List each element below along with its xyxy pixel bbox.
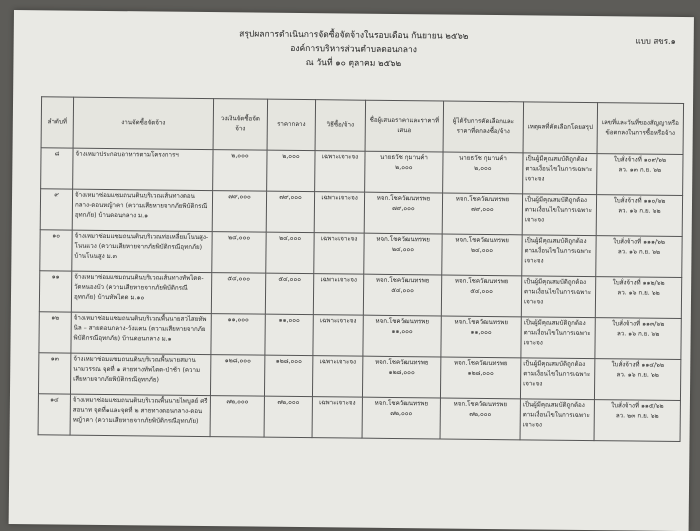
row-median: ๗๒,๐๐๐ [264,396,312,438]
col-header-winner: ผู้ได้รับการคัดเลือกและราคาที่ตกลงซื้อ/จ้าง [443,101,524,153]
row-item: จ้างเหมาซ่อมแซมถนนดินบริเวณเส้นทางทัพไตด-วัดหนองบัว (ความเสียหายจากภัยพิบัติกรณีอุทกภัย) บ้านทัพไตด ม.๑๐ [71,271,211,313]
win-price: ๗๙,๐๐๐ [471,205,494,214]
organization-name: องค์การบริหารส่วนตำบลดอนกลาง [290,43,418,56]
row-budget: ๑๒๘,๐๐๐ [210,355,264,397]
contract-no: ใบสั่งจ้างที่ ๑๑๐/๖๒ [613,197,666,205]
bidder-name: หจก.โชควัฒนทรพย [376,194,431,203]
row-item: จ้างเหมาซ่อมแซมถนนดินบริเวณท่อเหลี่ยมโนนสูง-โนนแวง (ความเสียหายจากภัยพิบัติกรณีอุทกภัย) บ้านโนนสูง ม.๓ [72,230,212,272]
contract-no: ใบสั่งจ้างที่ ๑๐๙/๖๒ [613,156,667,164]
row-no: ๑๒ [39,312,71,353]
row-bidder [364,233,442,275]
row-item: จ้างเหมาประกอบอาหารตามโครงการฯ [73,148,213,190]
col-header-reason: เหตุผลที่คัดเลือกโดยสรุป [523,102,598,154]
row-median: ๑๒๘,๐๐๐ [264,355,312,397]
row-median: ๕๔,๐๐๐ [265,273,313,315]
row-contract [595,318,681,360]
row-budget: ๗๙,๐๐๐ [212,191,266,233]
form-code: แบบ สขร.๑ [635,36,676,46]
row-item: จ้างเหมาซ่อมแซมถนนดินบริเวณพื้นนายไพบูลย์ ศรีสอนาท จุดที่๑และจุดที่ ๒ สายทางดอนกลาง-ดอนหญ้าคา (ความเสียหายจากภัยพิบัติกรณีอุทกภัย) [70,394,210,436]
col-header-method: วิธีซื้อ/จ้าง [315,100,366,152]
row-reason: เป็นผู้มีคุณสมบัติถูกต้องตามเงื่อนไขในการเฉพาะเจาะจง [520,358,594,400]
row-item: จ้างเหมาซ่อมแซมถนนดินบริเวณพื้นนายสวไสยทัพนิล – สายดอนกลาง-วังแคน (ความเสียหายจากภัยพิบัติกรณีอุทกภัย) บ้านดอนกลาง ม.๑ [71,312,211,354]
row-median: ๒,๐๐๐ [267,150,315,192]
row-contract [596,236,682,278]
win-price: ๒,๐๐๐ [474,164,492,173]
bid-price: ๑๑,๐๐๐ [391,327,413,336]
row-bidder [365,151,443,193]
row-no: ๑๑ [39,271,71,312]
contract-date: ลว. ๑๖ ก.ย. ๖๒ [617,248,661,256]
col-header-item: งานจัดซื้อจัดจ้าง [73,97,214,149]
table-row [39,312,681,360]
table-row [40,189,682,237]
winner-name: หจก.โชควัฒนทรพย [455,236,509,245]
row-no: ๑๔ [38,394,70,435]
bid-price: ๗๙,๐๐๐ [392,204,415,213]
row-winner [440,398,520,440]
row-winner [442,234,522,276]
row-budget: ๒๔,๐๐๐ [212,232,266,274]
winner-name: หจก.โชควัฒนทรพย [454,359,508,368]
col-header-budget: วงเงินจัดซื้อจัดจ้าง [213,99,268,151]
contract-no: ใบสั่งจ้างที่ ๑๑๒/๖๒ [612,279,665,287]
row-method: เฉพาะเจาะจง [312,356,362,398]
bid-price: ๑๒๘,๐๐๐ [388,368,415,377]
row-method: เฉพาะเจาะจง [315,151,365,193]
row-winner [442,193,522,235]
winner-name: หจก.โชควัฒนทรพย [453,400,508,409]
row-winner [443,152,523,194]
row-no: ๑๓ [38,353,70,394]
bidder-name: หจก.โชควัฒนทรพย [374,399,429,408]
table-header-row [41,97,683,155]
win-price: ๑๑,๐๐๐ [470,328,492,337]
row-no: ๘ [41,148,73,189]
row-reason: เป็นผู้มีคุณสมบัติถูกต้องตามเงื่อนไขในการเฉพาะเจาะจง [521,276,595,318]
row-bidder [362,397,440,439]
row-median: ๒๔,๐๐๐ [266,232,314,274]
col-header-median: ราคากลาง [267,99,316,150]
row-budget: ๗๒,๐๐๐ [210,396,264,438]
row-winner [441,316,521,358]
row-reason: เป็นผู้มีคุณสมบัติถูกต้องตามเงื่อนไขในการเฉพาะเจาะจง [522,194,596,236]
bidder-name: หจก.โชควัฒนทรพย [375,276,430,285]
contract-no: ใบสั่งจ้างที่ ๑๑๕/๖๒ [611,402,664,410]
row-method: เฉพาะเจาะจง [313,274,363,316]
report-date: ณ วันที่ ๑๐ ตุลาคม ๒๕๖๒ [305,58,402,70]
row-budget: ๑๑,๐๐๐ [211,314,265,356]
contract-date: ลว. ๑๖ ก.ย. ๖๒ [618,207,661,215]
win-price: ๒๔,๐๐๐ [470,246,494,255]
bidder-name: นายธวัช กุมานค์า [379,153,428,162]
win-price: ๕๔,๐๐๐ [470,287,493,296]
win-price: ๗๒,๐๐๐ [469,410,492,419]
contract-no: ใบสั่งจ้างที่ ๑๑๓/๖๒ [612,320,665,328]
row-reason: เป็นผู้มีคุณสมบัติถูกต้องตามเงื่อนไขในการเฉพาะเจาะจง [520,399,594,441]
col-header-bidder: ชื่อผู้เสนอราคาและราคาที่เสนอ [365,100,444,152]
procurement-table [38,96,685,442]
row-no: ๙ [40,189,72,230]
row-method: เฉพาะเจาะจง [314,192,364,234]
row-reason: เป็นผู้มีคุณสมบัติถูกต้องตามเงื่อนไขในการเฉพาะเจาะจง [521,317,595,359]
bid-price: ๒,๐๐๐ [395,164,413,172]
row-median: ๗๙,๐๐๐ [266,191,314,233]
col-header-contract: เลขที่และวันที่ของสัญญาหรือข้อตกลงในการซื้อหรือจ้าง [597,103,684,155]
row-item: จ้างเหมาซ่อมแซมถนนดินบริเวณพื้นนายสมาน นามวรรณ จุดที่ ๑ สายทางทัพไตด-ป่าช้า (ความเสียหายจากภัยพิบัติกรณีอุทกภัย) [70,353,210,395]
bid-price: ๗๒,๐๐๐ [390,409,413,418]
row-bidder [363,274,441,316]
row-budget: ๒,๐๐๐ [213,150,267,192]
winner-name: หจก.โชควัฒนทรพย [455,195,510,204]
row-reason: เป็นผู้มีคุณสมบัติถูกต้องตามเงื่อนไขในการเฉพาะเจาะจง [523,153,597,195]
winner-name: หจก.โชควัฒนทรพย [454,318,509,327]
document-page [9,10,694,531]
row-bidder [363,315,441,357]
row-no: ๑๐ [40,230,72,271]
table-row [41,148,683,196]
bid-price: ๒๔,๐๐๐ [391,245,415,254]
bidder-name: หจก.โชควัฒนทรพย [375,358,429,367]
row-method: เฉพาะเจาะจง [312,397,362,439]
table-row [38,353,680,401]
contract-no: ใบสั่งจ้างที่ ๑๑๑/๖๒ [613,238,666,246]
contract-date: ลว. ๑๖ ก.ย. ๖๒ [617,289,660,297]
bidder-name: หจก.โชควัฒนทรพย [375,317,430,326]
winner-name: หจก.โชควัฒนทรพย [454,277,509,286]
table-row [38,394,680,442]
row-contract [594,400,680,442]
document-title: สรุปผลการดำเนินการจัดซื้อจัดจ้างในรอบเดือน กันยายน ๒๕๖๒ [239,29,469,42]
row-winner [441,275,521,317]
row-bidder [364,192,442,234]
table-row [40,230,682,278]
bidder-name: หจก.โชควัฒนทรพย [376,235,430,244]
contract-date: ลว. ๑๓ ก.ย. ๖๒ [618,166,662,174]
winner-name: นายธวัช กุมานค์า [458,154,507,163]
row-bidder [362,356,440,398]
table-row [39,271,681,319]
contract-no: ใบสั่งจ้างที่ ๑๑๔/๖๒ [611,361,665,369]
contract-date: ลว. ๑๖ ก.ย. ๖๒ [616,330,660,338]
bid-price: ๕๔,๐๐๐ [391,286,414,295]
row-winner [440,357,520,399]
row-contract [597,154,683,196]
row-contract [594,359,680,401]
col-header-no: ลำดับที่ [41,97,74,148]
row-method: เฉพาะเจาะจง [314,233,364,275]
row-median: ๑๑,๐๐๐ [265,314,313,356]
row-method: เฉพาะเจาะจง [313,315,363,357]
contract-date: ลว. ๑๖ ก.ย. ๖๒ [616,371,659,379]
row-reason: เป็นผู้มีคุณสมบัติถูกต้องตามเงื่อนไขในการเฉพาะเจาะจง [522,235,596,277]
row-budget: ๕๔,๐๐๐ [211,273,265,315]
contract-date: ลว. ๒๓ ก.ย. ๖๒ [615,412,659,420]
row-item: จ้างเหมาซ่อมแซมถนนดินบริเวณเส้นทางดอนกลาง-ดอนหญ้าคา (ความเสียหายจากภัยพิบัติกรณีอุทกภัย) บ้านดอนกลาง ม.๑ [72,189,212,231]
row-contract [596,195,682,237]
win-price: ๑๒๘,๐๐๐ [467,369,494,378]
row-contract [595,277,681,319]
